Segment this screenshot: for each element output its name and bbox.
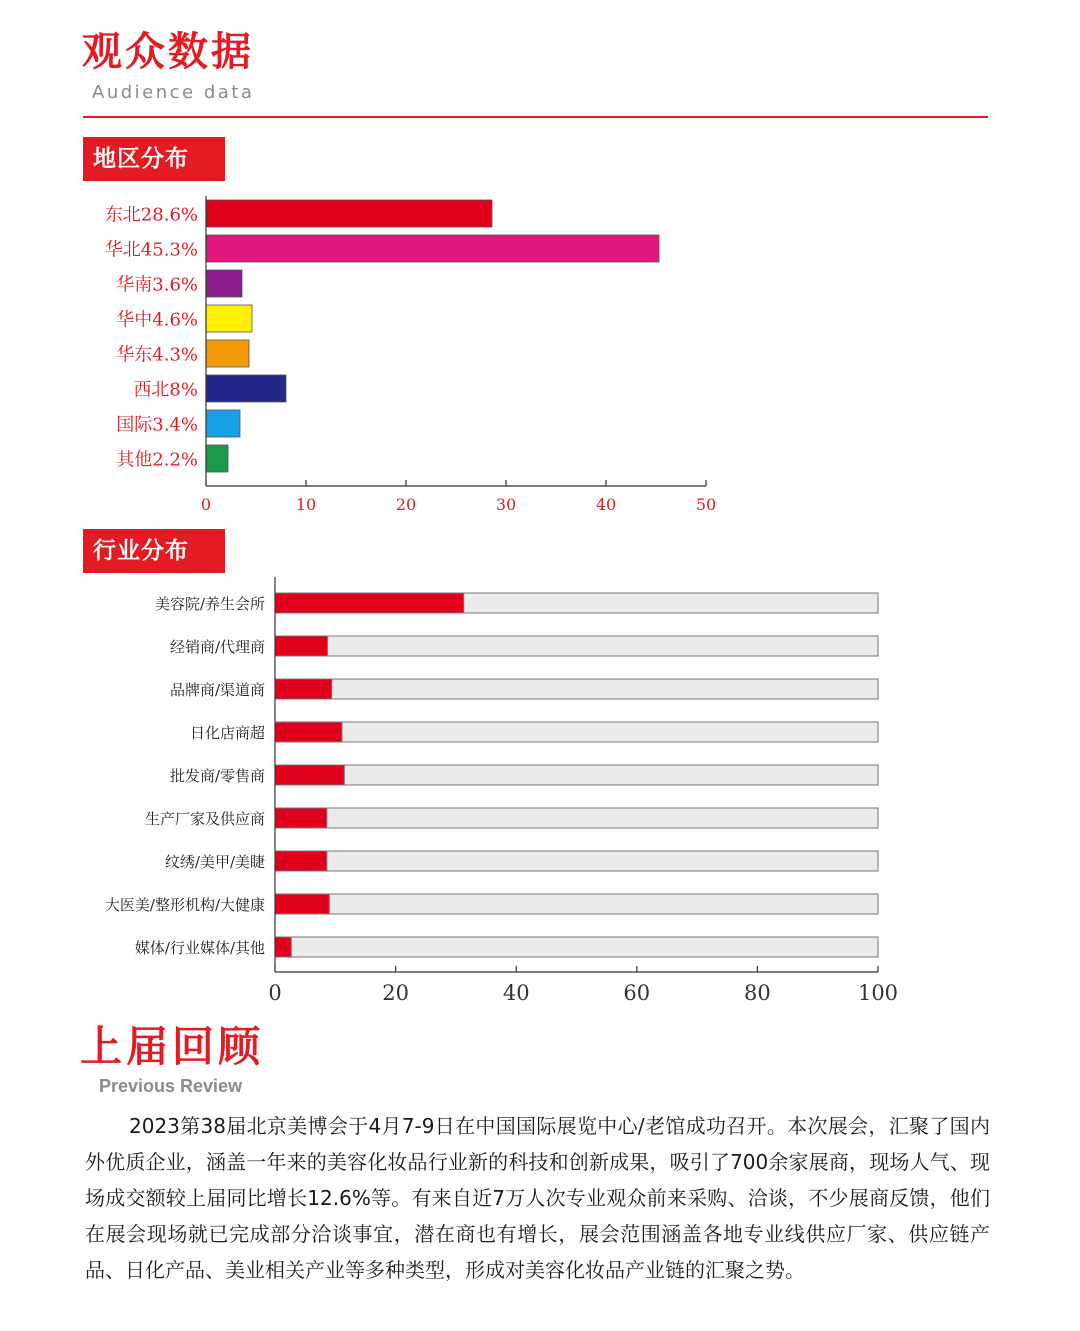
region-bar-label: 国际3.4% — [116, 414, 198, 436]
region-bar — [206, 375, 286, 402]
industry-track — [275, 808, 878, 828]
industry-bar-label: 经销商/代理商 — [169, 638, 265, 656]
industry-track — [275, 765, 878, 785]
region-bar — [206, 270, 242, 297]
industry-x-tick-label: 0 — [268, 981, 282, 1005]
industry-track — [275, 851, 878, 871]
industry-bar-label: 纹绣/美甲/美睫 — [164, 853, 265, 871]
region-bar-label: 东北28.6% — [104, 204, 198, 226]
region-bar-label: 西北8% — [133, 379, 198, 401]
region-x-tick-label: 20 — [395, 495, 417, 510]
industry-bar — [275, 722, 342, 742]
industry-bar-label: 大医美/整形机构/大健康 — [104, 896, 265, 914]
industry-bar — [275, 636, 327, 656]
industry-track — [275, 722, 878, 742]
region-bar-chart — [0, 190, 760, 510]
industry-x-tick-label: 20 — [382, 981, 409, 1005]
industry-track — [275, 636, 878, 656]
region-bar — [206, 235, 659, 262]
page-title: 观众数据 — [82, 29, 254, 75]
region-bar-label: 华中4.6% — [116, 309, 198, 331]
industry-track — [275, 937, 878, 957]
industry-x-tick-label: 80 — [744, 981, 771, 1005]
review-title: 上届回顾 — [80, 1022, 265, 1071]
region-bar-label: 其他2.2% — [116, 449, 198, 471]
region-bar — [206, 445, 228, 472]
industry-bar — [275, 679, 332, 699]
industry-bar-label: 媒体/行业媒体/其他 — [134, 939, 265, 957]
region-x-tick-label: 0 — [200, 495, 212, 510]
region-bar-label: 华东4.3% — [116, 344, 198, 366]
industry-bar-label: 美容院/养生会所 — [154, 595, 265, 613]
industry-bar — [275, 808, 327, 828]
industry-bar-label: 生产厂家及供应商 — [144, 810, 265, 828]
page-subtitle: Audience data — [92, 82, 255, 103]
industry-bar — [275, 593, 464, 613]
review-subtitle: Previous Review — [99, 1076, 243, 1096]
industry-bar — [275, 894, 329, 914]
region-x-tick-label: 50 — [695, 495, 717, 510]
industry-bar-label: 日化店商超 — [189, 724, 265, 742]
industry-x-tick-label: 100 — [857, 981, 899, 1005]
industry-x-tick-label: 60 — [623, 981, 651, 1005]
region-bar — [206, 340, 249, 367]
industry-x-tick-label: 40 — [502, 981, 530, 1005]
header-divider — [83, 116, 988, 118]
industry-bar — [275, 851, 327, 871]
region-bar — [206, 410, 240, 437]
region-x-tick-label: 30 — [495, 495, 517, 510]
region-x-tick-label: 40 — [595, 495, 617, 510]
region-x-tick-label: 10 — [295, 495, 317, 510]
region-section-tag: 地区分布 — [83, 137, 225, 181]
industry-bar-label: 批发商/零售商 — [169, 767, 265, 785]
industry-bar — [275, 937, 291, 957]
industry-section-tag: 行业分布 — [83, 529, 225, 573]
industry-bar-label: 品牌商/渠道商 — [169, 681, 265, 699]
industry-bar — [275, 765, 344, 785]
region-bar — [206, 200, 492, 227]
industry-track — [275, 679, 878, 699]
industry-bar-chart — [0, 575, 960, 1005]
region-bar-label: 华北45.3% — [104, 239, 198, 261]
region-bar — [206, 305, 252, 332]
review-paragraph: 2023第38届北京美博会于4月7-9日在中国国际展览中心/老馆成功召开。本次展会，汇聚了国内外优质企业，涵盖一年来的美容化妆品行业新的科技和创新成果，吸引了700余家展商，现场人气、现场成交额较上届同比增长12.6%等。有来自近7万人次专业观众前来采购、洽谈，不少展商反馈，他们在展会现场就已完成部分洽谈事宜，潜在商也有增长，展会范围涵盖各地专业线供应厂家、供应链产品、日化产品、美业相关产业等多种类型，形成对美容化妆品产业链的汇聚之势。 — [85, 1114, 990, 1282]
region-bar-label: 华南3.6% — [116, 274, 198, 296]
industry-track — [275, 894, 878, 914]
